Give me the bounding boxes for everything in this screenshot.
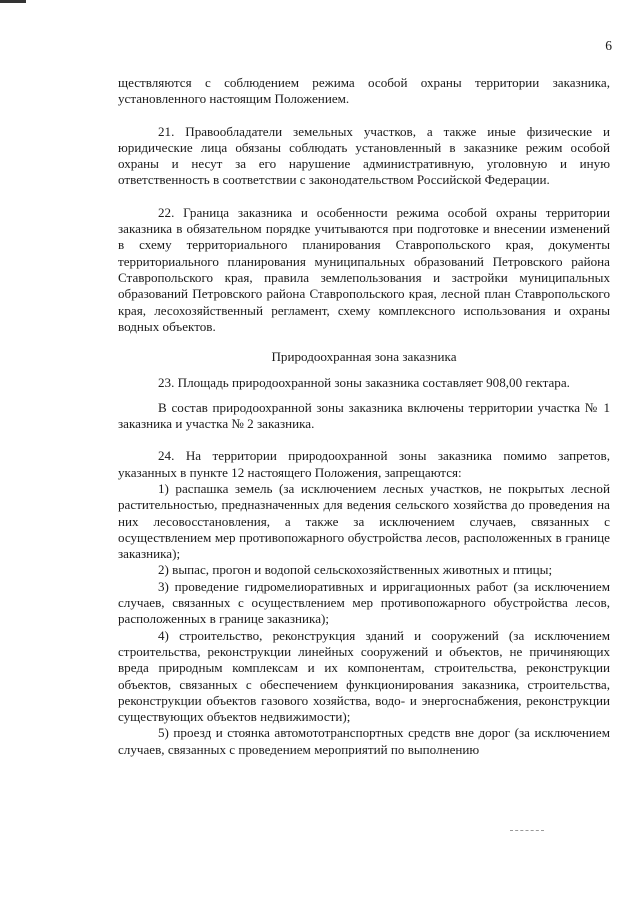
footer-scan-mark: [510, 830, 544, 832]
paragraph-continuation: ществляются с соблюдением режима особой охраны территории заказника, установленного настоящим Положением.: [118, 75, 610, 107]
scan-corner-mark: [0, 0, 26, 3]
list-item-1: 1) распашка земель (за исключением лесных участков, не покрытых лесной растительностью, предназначенных для ведения сельского хозяйства до проведения на них лесовосстановления, а также за исключением случаев, связанных с осуществлением мер противопожарного обустройства лесов, расположенных в границе заказника);: [118, 480, 610, 562]
list-item-2: 2) выпас, прогон и водопой сельскохозяйственных животных и птицы;: [158, 562, 553, 578]
section-heading: Природоохранная зона заказника: [271, 349, 457, 365]
list-item-4: 4) строительство, реконструкция зданий и сооружений (за исключением строительства, реконструкции линейных сооружений и объектов, не причиняющих вреда природным комплексам и их компонентам, строительства, реконструкции объектов, связанных с обеспечением функционирования заказника, строительства, реконструкции объектов газового хозяйства, водо- и энергоснабжения, реконструкции существующих объектов недвижимости);: [118, 627, 610, 725]
page-number: 6: [605, 38, 612, 53]
paragraph-23-composition: В состав природоохранной зоны заказника включены территории участка № 1 заказника и участка № 2 заказника.: [118, 399, 610, 432]
list-item-5: 5) проезд и стоянка автомототранспортных средств вне дорог (за исключением случаев, связанных с проведением мероприятий по выполнению: [118, 725, 610, 757]
paragraph-23: 23. Площадь природоохранной зоны заказника составляет 908,00 гектара.: [158, 375, 570, 391]
paragraph-24: 24. На территории природоохранной зоны заказника помимо запретов, указанных в пункте 12 настоящего Положения, запрещаются:: [118, 448, 610, 480]
paragraph-21: 21. Правообладатели земельных участков, а также иные физические и юридические лица обязаны соблюдать установленный в заказнике режим особой охраны и несут за его нарушение административную, уголовную и иную ответственность в соответствии с законодательством Российской Федерации.: [118, 123, 610, 188]
list-item-3: 3) проведение гидромелиоративных и ирригационных работ (за исключением случаев, связанных с осуществлением мер противопожарного обустройства лесов, расположенных в границе заказника);: [118, 578, 610, 627]
document-body: [118, 75, 610, 758]
paragraph-22: 22. Граница заказника и особенности режима особой охраны территории заказника в обязательном порядке учитываются при подготовке и внесении изменений в схему территориального планирования Ставропольского края, документы территориального планирования муниципальных образований Петровского района Ставропольского края, правила землепользования и застройки муниципальных образований Петровского района Ставропольского края, лесной план Ставропольского края, лесохозяйственный регламент, схему комплексного использования и охраны водных объектов.: [118, 204, 610, 334]
